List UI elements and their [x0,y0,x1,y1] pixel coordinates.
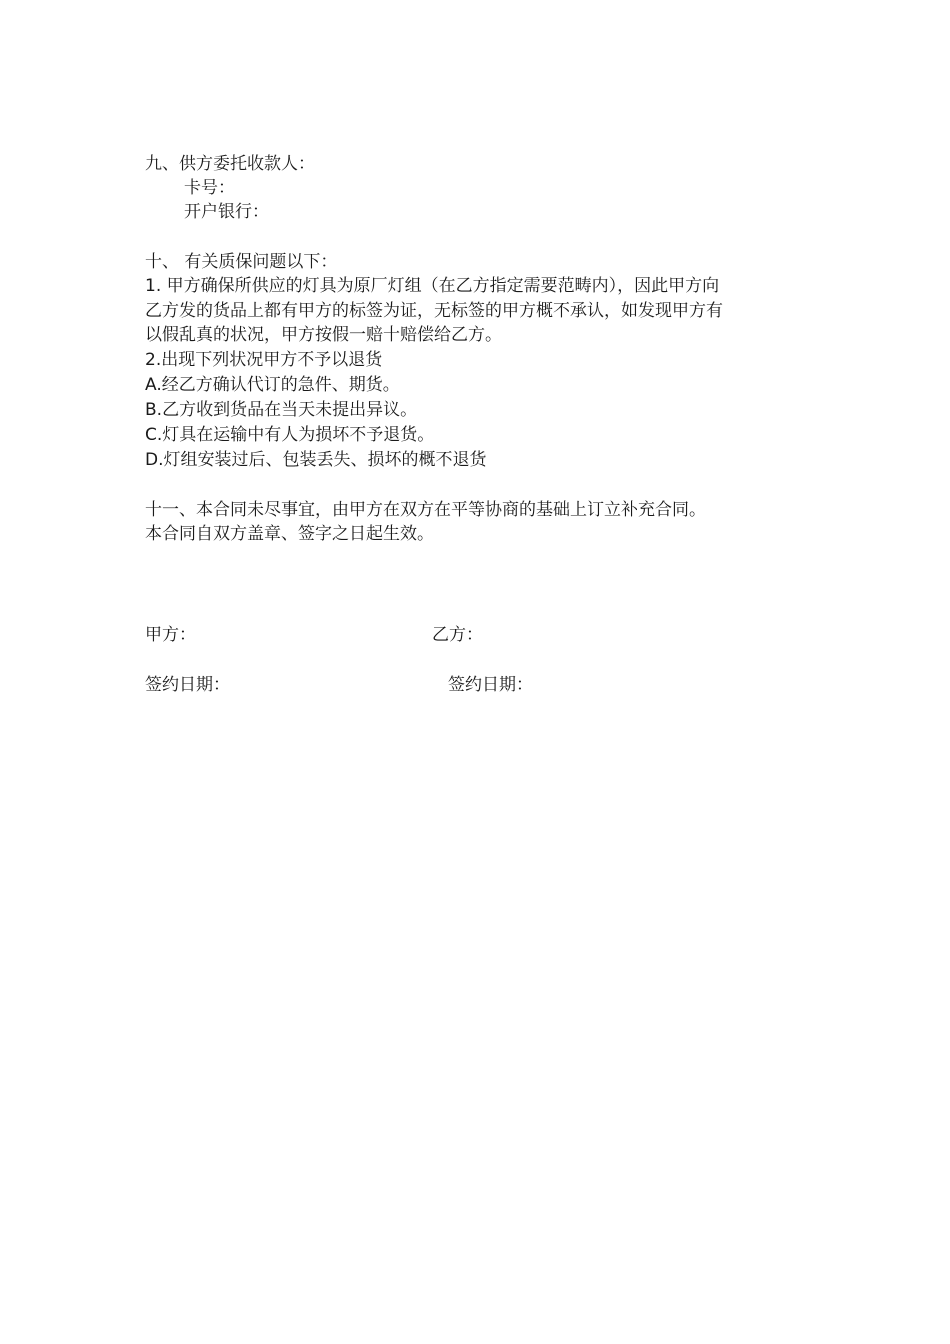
item2-text: 2.出现下列状况甲方不予以退货 [145,350,383,370]
party-b-label: 乙方： [432,625,483,645]
section11-line2: 本合同自双方盖章、签字之日起生效。 [145,524,434,544]
item1-line3: 以假乱真的状况，甲方按假一赔十赔偿给乙方。 [145,325,502,345]
sub-item-c: C.灯具在运输中有人为损坏不予退货。 [145,425,435,445]
sub-item-a: A.经乙方确认代订的急件、期货。 [145,375,400,395]
item1-line1: 1. 甲方确保所供应的灯具为原厂灯组（在乙方指定需要范畴内），因此甲方向 [145,276,720,296]
party-a-date-label: 签约日期： [145,675,230,695]
section9-heading: 九、供方委托收款人： [145,154,315,174]
bank-label: 开户银行： [184,202,269,222]
sub-item-b: B.乙方收到货品在当天未提出异议。 [145,400,418,420]
section10-heading: 十、 有关质保问题以下： [145,252,338,272]
card-number-label: 卡号： [184,178,235,198]
sub-item-d: D.灯组安装过后、包装丢失、损坏的概不退货 [145,450,487,470]
party-b-date-label: 签约日期： [448,675,533,695]
item1-line2: 乙方发的货品上都有甲方的标签为证，无标签的甲方概不承认，如发现甲方有 [145,301,723,321]
section11-line1: 十一、本合同未尽事宜，由甲方在双方在平等协商的基础上订立补充合同。 [145,500,706,520]
party-a-label: 甲方： [145,625,196,645]
